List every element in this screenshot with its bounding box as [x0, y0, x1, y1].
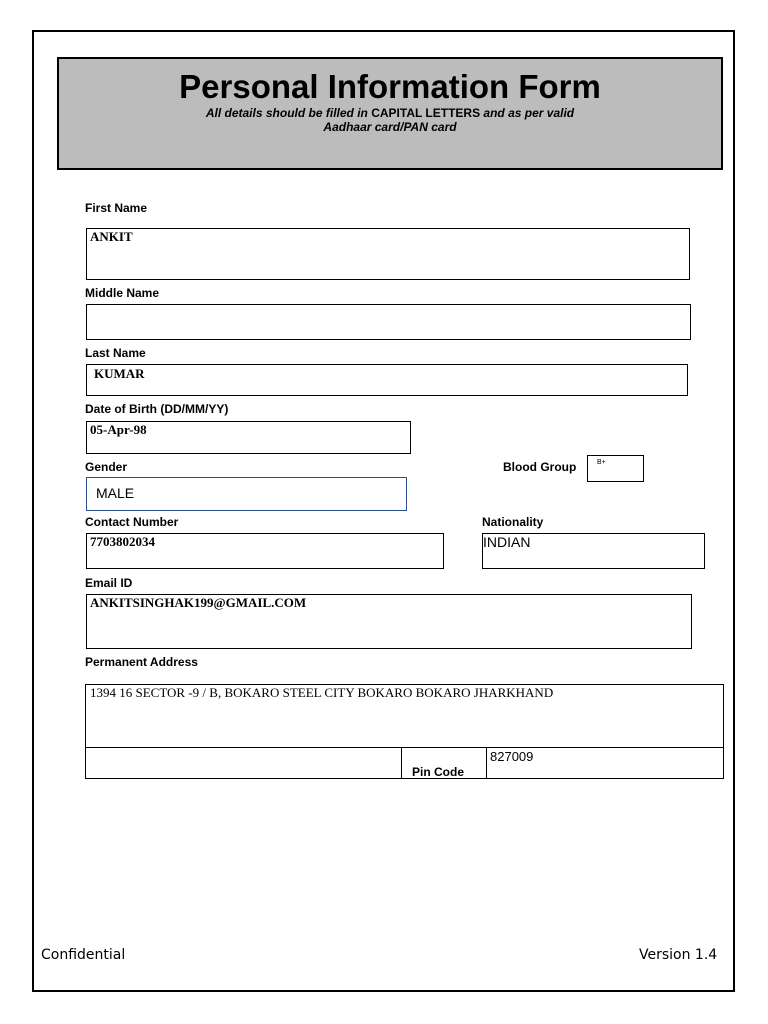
- gender-label: Gender: [85, 460, 128, 474]
- pin-code-label: Pin Code: [412, 765, 465, 779]
- last-name-label: Last Name: [85, 346, 146, 360]
- form-title: Personal Information Form: [179, 68, 601, 105]
- nationality-value: INDIAN: [483, 534, 531, 550]
- nationality-field[interactable]: [482, 533, 705, 569]
- first-name-value: ANKIT: [90, 229, 133, 244]
- middle-name-label: Middle Name: [85, 286, 160, 300]
- form-header: [57, 57, 723, 170]
- email-label: Email ID: [85, 576, 133, 590]
- dob-field[interactable]: [86, 421, 411, 454]
- address-label: Permanent Address: [85, 655, 198, 669]
- last-name-value: KUMAR: [94, 366, 145, 381]
- dob-label: Date of Birth (DD/MM/YY): [85, 402, 229, 416]
- blood-group-field[interactable]: [587, 455, 644, 482]
- instructions-suffix: and as per valid: [480, 106, 575, 120]
- last-name-field[interactable]: [86, 364, 688, 396]
- footer-confidential: Confidential: [41, 947, 126, 963]
- first-name-field[interactable]: [86, 228, 690, 280]
- contact-value: 7703802034: [90, 534, 155, 549]
- address-block: [85, 684, 724, 779]
- instructions-caps: CAPITAL LETTERS: [371, 106, 481, 120]
- middle-name-field[interactable]: [86, 304, 691, 340]
- dob-value: 05-Apr-98: [90, 422, 147, 437]
- gender-field[interactable]: [86, 477, 407, 511]
- contact-field[interactable]: [86, 533, 444, 569]
- pin-divider-left: [401, 747, 402, 779]
- pin-divider-right: [486, 747, 487, 779]
- address-value[interactable]: 1394 16 SECTOR -9 / B, BOKARO STEEL CITY BOKARO BOKARO JHARKHAND: [90, 685, 554, 700]
- first-name-label: First Name: [85, 201, 148, 215]
- contact-label: Contact Number: [85, 515, 179, 529]
- form-instructions: [59, 106, 721, 134]
- footer-version: Version 1.4: [639, 947, 718, 963]
- nationality-label: Nationality: [482, 515, 544, 529]
- instructions-prefix: All details should be filled in: [205, 106, 372, 120]
- email-value: ANKITSINGHAK199@GMAIL.COM: [90, 595, 307, 610]
- instructions-line2: Aadhaar card/PAN card: [323, 120, 457, 134]
- gender-value: MALE: [96, 485, 135, 501]
- blood-group-label: Blood Group: [503, 460, 577, 474]
- address-divider: [85, 747, 724, 748]
- blood-group-value: B+: [597, 459, 606, 466]
- pin-code-value[interactable]: 827009: [490, 749, 534, 764]
- page-frame: [32, 30, 735, 992]
- email-field[interactable]: [86, 594, 692, 649]
